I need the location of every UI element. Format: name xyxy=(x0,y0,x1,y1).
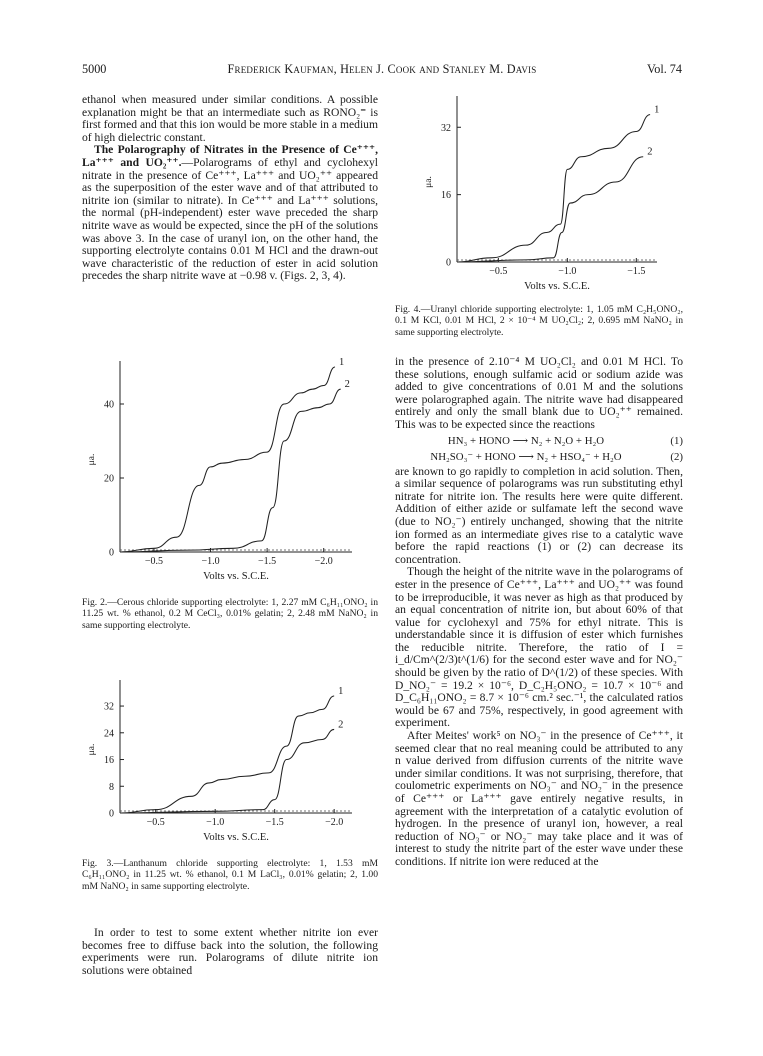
figure-3-chart xyxy=(82,680,378,850)
x-tick-label: −1.5 xyxy=(265,817,284,828)
y-tick-label: 20 xyxy=(104,473,114,485)
x-axis-label: Volts vs. S.C.E. xyxy=(203,832,269,843)
y-tick-label: 0 xyxy=(109,547,114,559)
paragraph: are known to go rapidly to completion in acid solution. Then, a similar sequence of polarograms was run substituting ethyl nitrate for nitrite ion. The results here were quite different. Addition of either azide or sulfamate left the second wave (due to NO₂⁻) entirely unchanged, showing that the nitrite ion formed as an intermediate gives rise to a catalytic wave before the rapid reactions (1) or (2) can decrease its concentration. xyxy=(395,464,683,566)
series-label: 1 xyxy=(338,686,344,698)
section-heading: The Polarography of Nitrates in the Presence of Ce⁺⁺⁺, La⁺⁺⁺ and UO₂⁺⁺. xyxy=(82,143,378,169)
y-tick-label: 0 xyxy=(446,257,451,269)
paragraph-body: —Polarograms of ethyl and cyclohexyl nitrate in the presence of Ce⁺⁺⁺, La⁺⁺⁺ and UO₂⁺⁺ appeared as the superposition of the ester wave and of that attributed to nitrite ion (similar to nitrate). In Ce⁺⁺⁺ and La⁺⁺⁺ solutions, the normal (pH-independent) ester wave preceded the sharp nitrite wave as would be expected, since the pH of the solutions was above 3. In the case of uranyl ion, on the other hand, the supporting electrolyte contains 0.01 M HCl and the drawn-out wave characteristic of the reduction of ester in acid solution precedes the sharp nitrite wave at −0.98 v. (Figs. 2, 3, 4). xyxy=(82,155,378,283)
paragraph-body: After Meites' work⁵ on NO₃⁻ in the presence of Ce⁺⁺⁺, it seemed clear that no real meaning could be attributed to any n value derived from diffusion currents of the nitrite wave under similar conditions. It was not surprising, therefore, that coulometric experiments on NO₃⁻ and NO₂⁻ in the presence of Ce⁺⁺⁺ or La⁺⁺⁺ gave entirely negative results, in agreement with the interpretation of a catalytic evolution of hydrogen. In the presence of uranyl ion, however, a real reduction of NO₃⁻ or NO₂⁻ may take place and it was of interest to study the nitrite part of the ester wave under these conditions. If nitrite ion were reduced at the xyxy=(395,729,683,868)
x-tick-label: −0.5 xyxy=(144,556,164,567)
x-tick-label: −0.5 xyxy=(489,266,508,277)
equation-formula: HN₃ + HONO ⟶ N₂ + N₂O + H₂O xyxy=(447,434,605,447)
paragraph: in the presence of 2.10⁻⁴ M UO₂Cl₂ and 0.01 M HCl. To these solutions, enough sulfamic acid or sodium azide was added to give concentrations of 0.01 M and the solutions were polarographed again. The nitrite wave had disappeared entirely and only the small blank due to UO₂⁺⁺ remained. This was to be expected since the reactions xyxy=(395,355,683,431)
paragraph-body: Though the height of the nitrite wave in the polarograms of ester in the presence of Ce⁺⁺⁺, La⁺⁺⁺ and UO₂⁺⁺ was found to be irreproducible, it was never as high as that produced by an equal concentration of nitrite ion, but about 60% of that value for cyclohexyl and 75% for ethyl nitrate. This is understandable since it is diffusion of ester which furnishes the reducible nitrite. Therefore, the ratio of I = i_d/Cm^(2/3)t^(1/6) for the second ester wave and for NO₂⁻ should be given by the ratio of D^(1/2) of these species. With D_NO₂⁻ = 19.2 × 10⁻⁶, D_C₂H₅ONO₂ = 10.7 × 10⁻⁶ and D_C₆H₁₁ONO₂ = 8.7 × 10⁻⁶ cm.² sec.⁻¹, the calculated ratios would be 67 and 75%, respectively, in good agreement with experiment. xyxy=(395,565,683,730)
paragraph xyxy=(395,566,683,730)
y-tick-label: 24 xyxy=(104,728,114,740)
volume-label: Vol. 74 xyxy=(647,62,682,76)
figure-2-chart xyxy=(82,355,378,595)
y-tick-label: 16 xyxy=(441,190,451,202)
running-header xyxy=(82,62,682,78)
equation-number: (2) xyxy=(670,450,683,463)
y-tick-label: 32 xyxy=(104,701,114,713)
equation-number: (1) xyxy=(670,434,683,447)
y-axis-label: μa. xyxy=(87,743,97,756)
x-tick-label: −1.5 xyxy=(258,556,277,567)
x-axis-label: Volts vs. S.C.E. xyxy=(524,281,590,292)
y-tick-label: 32 xyxy=(441,122,451,134)
figure-4-caption: Fig. 4.—Uranyl chloride supporting electrolyte: 1, 1.05 mM C₂H₅ONO₂, 0.1 M KCl, 0.01 M HCl, 2 × 10⁻⁴ M UO₂Cl₂; 2, 0.695 mM NaNO₂ in same supporting electrolyte. xyxy=(395,304,683,338)
series-line xyxy=(457,115,653,262)
paragraph xyxy=(82,144,378,283)
series-line xyxy=(120,389,341,552)
page-number: 5000 xyxy=(82,62,107,76)
y-tick-label: 16 xyxy=(104,755,114,767)
x-tick-label: −1.0 xyxy=(206,817,225,828)
y-tick-label: 0 xyxy=(109,808,114,820)
right-column-text xyxy=(395,356,683,869)
paragraph-body: In order to test to some extent whether nitrite ion ever becomes free to diffuse back into the solution, the following experiments were run. Polarograms of dilute nitrite ion solutions were obtained xyxy=(82,926,378,977)
y-tick-label: 40 xyxy=(104,399,114,411)
series-label: 2 xyxy=(338,719,344,731)
left-column-top-text xyxy=(82,94,378,283)
x-tick-label: −1.5 xyxy=(627,266,646,277)
figure-3-caption: Fig. 3.—Lanthanum chloride supporting electrolyte: 1, 1.53 mM C₆H₁₁ONO₂ in 11.25 wt. % ethanol, 0.1 M LaCl₃, 0.01% gelatin; 2, 1.00 mM NaNO₂ in same supporting electrolyte. xyxy=(82,858,378,892)
y-tick-label: 8 xyxy=(109,781,114,793)
paragraph: ethanol when measured under similar conditions. A possible explanation might be that an intermediate such as RONO₂⁼ is first formed and that this ion would be more stable in a medium of high dielectric constant. xyxy=(82,93,378,144)
paragraph xyxy=(82,927,378,977)
series-line xyxy=(120,729,334,813)
figure-2-caption: Fig. 2.—Cerous chloride supporting electrolyte: 1, 2.27 mM C₆H₁₁ONO₂ in 11.25 wt. % ethanol, 0.2 M CeCl₃, 0.01% gelatin; 2, 2.48 mM NaNO₂ in same supporting electrolyte. xyxy=(82,597,378,631)
equation-2 xyxy=(395,450,683,464)
equation-formula: NH₂SO₃⁻ + HONO ⟶ N₂ + HSO₄⁻ + H₂O xyxy=(430,450,622,463)
authors-line: Frederick Kaufman, Helen J. Cook and Stanley M. Davis xyxy=(227,62,537,76)
figure-4-chart xyxy=(395,94,683,304)
series-line xyxy=(120,367,335,552)
y-axis-label: μa. xyxy=(424,176,434,188)
series-label: 1 xyxy=(654,104,660,116)
equation-1 xyxy=(395,434,683,448)
series-label: 2 xyxy=(344,379,350,391)
series-line xyxy=(457,157,643,262)
left-column-bottom-text xyxy=(82,927,378,977)
series-line xyxy=(120,696,334,813)
x-tick-label: −2.0 xyxy=(314,556,333,567)
series-label: 2 xyxy=(647,146,653,158)
x-tick-label: −0.5 xyxy=(146,817,165,828)
y-axis-label: μa. xyxy=(87,453,97,466)
x-axis-label: Volts vs. S.C.E. xyxy=(203,571,269,582)
paragraph xyxy=(395,730,683,869)
series-label: 1 xyxy=(339,357,345,368)
x-tick-label: −1.0 xyxy=(558,266,577,277)
x-tick-label: −1.0 xyxy=(201,556,220,567)
x-tick-label: −2.0 xyxy=(325,817,344,828)
